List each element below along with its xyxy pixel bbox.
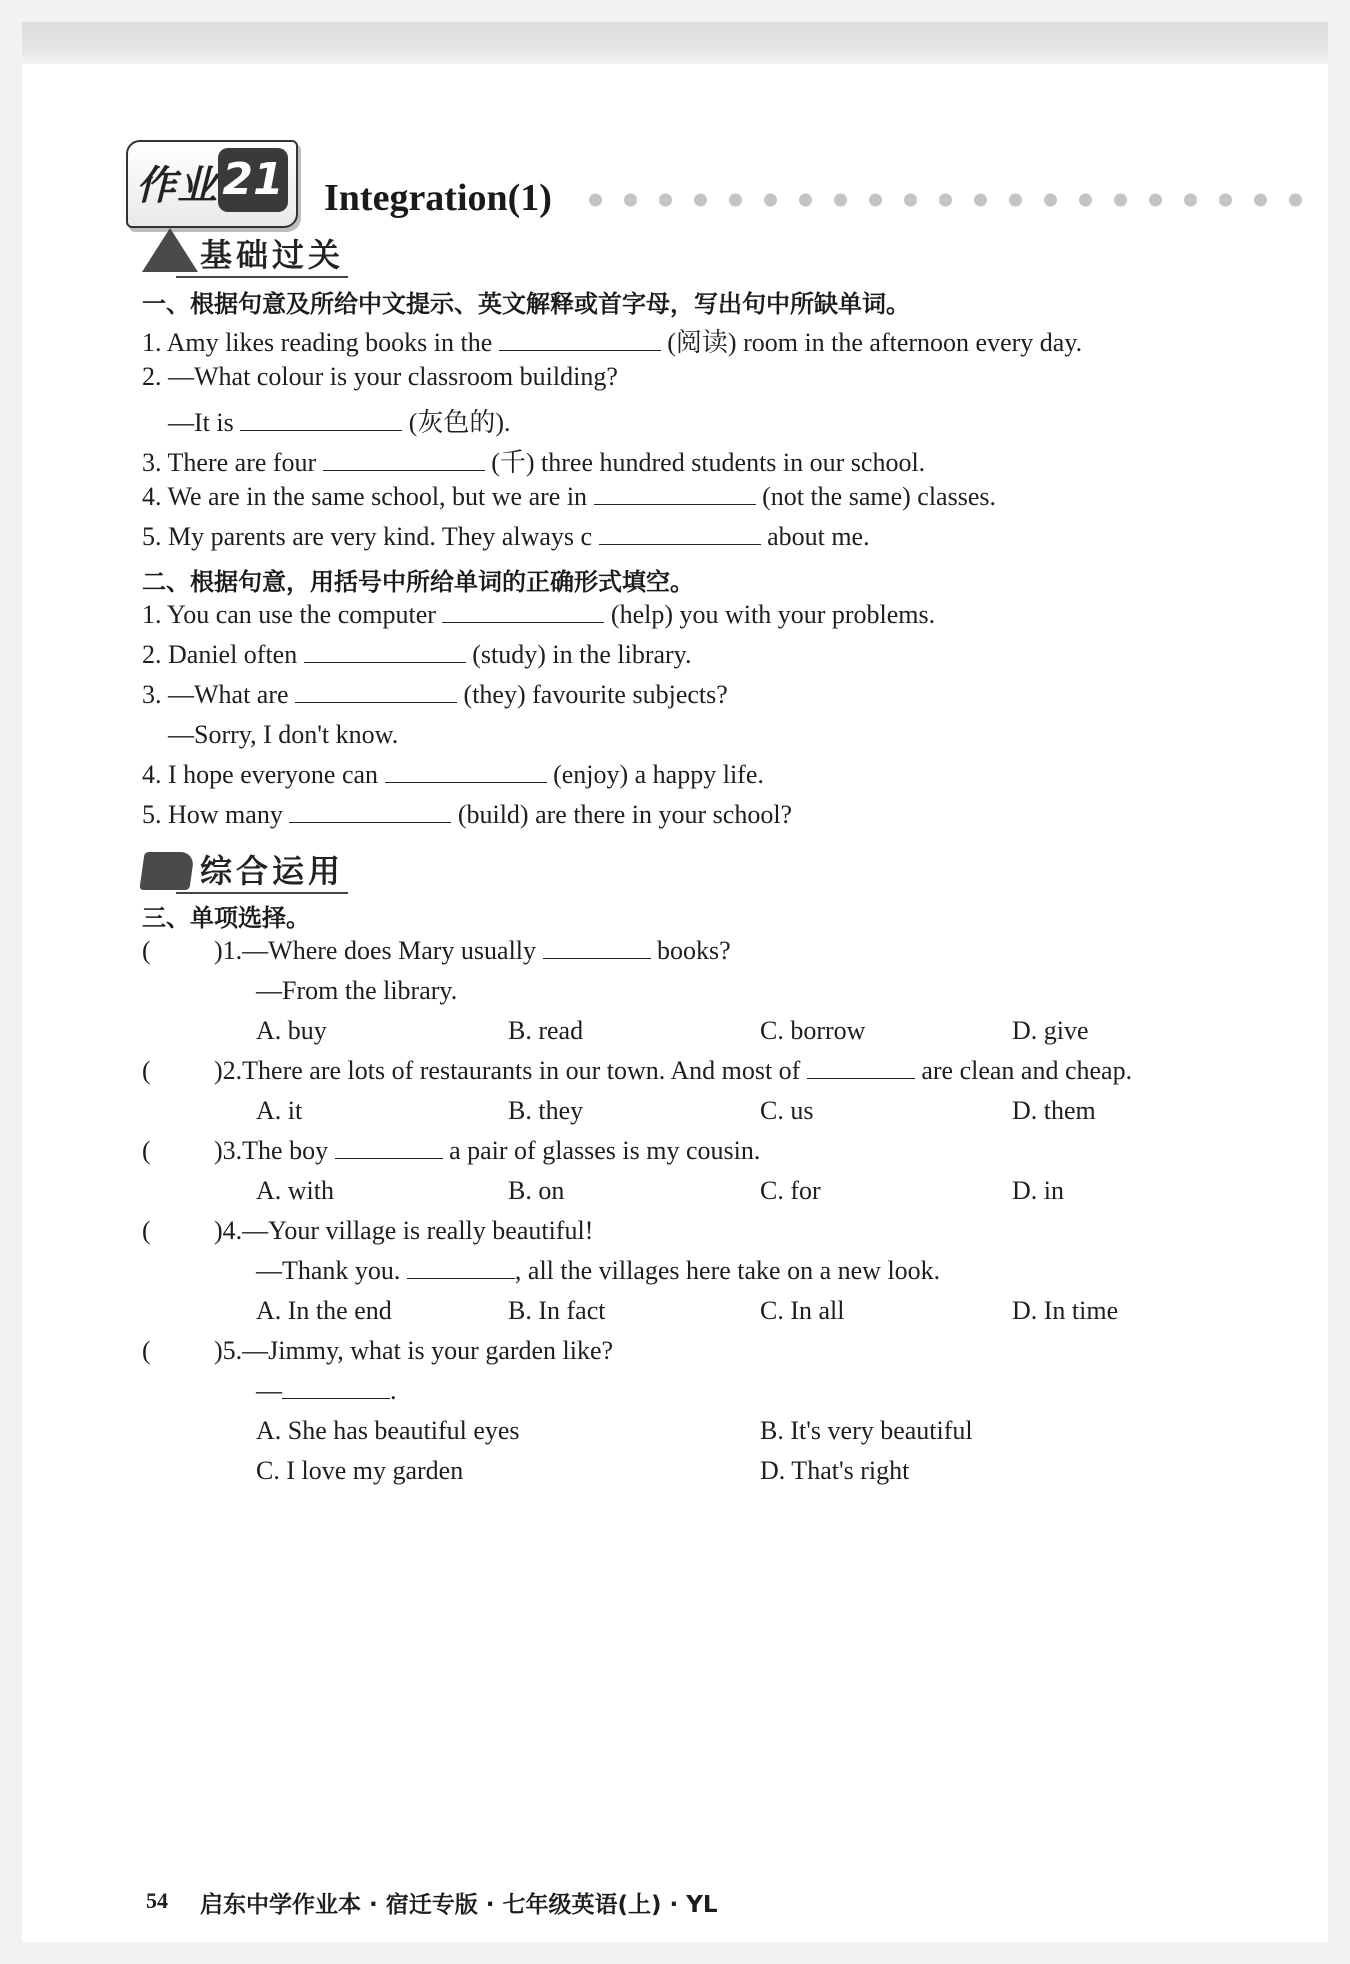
mc-q2-option-c[interactable]: C. us (760, 1096, 814, 1125)
mc-q4-option-c[interactable]: C. In all (760, 1296, 845, 1325)
answer-blank (407, 1256, 515, 1279)
mc-q4-option-a[interactable]: A. In the end (256, 1296, 392, 1325)
q-text: (build) are there in your school? (457, 800, 793, 829)
top-band (22, 22, 1328, 64)
mc-q1-option-c[interactable]: C. borrow (760, 1016, 866, 1045)
q-text: 5. My parents are very kind. They always c (142, 522, 593, 551)
q-text: (enjoy) a happy life. (553, 760, 764, 789)
q-text: (help) you with your problems. (610, 600, 936, 629)
q-text: , all the villages here take on a new look. (514, 1256, 941, 1285)
mc-q2-option-d[interactable]: D. them (1012, 1096, 1096, 1125)
answer-blank[interactable] (240, 408, 402, 431)
q-text: 1. You can use the computer (142, 600, 436, 629)
q-text: —Thank you. (256, 1256, 401, 1285)
homework-badge-number: 21 (218, 148, 288, 212)
answer-blank[interactable] (599, 522, 761, 545)
answer-blank[interactable] (289, 800, 451, 823)
q-number: )2. (214, 1056, 243, 1085)
answer-blank[interactable] (442, 600, 604, 623)
page-title: Integration(1) (324, 177, 552, 219)
mc-q2-option-b[interactable]: B. they (508, 1096, 584, 1125)
q-text: 2. Daniel often (142, 640, 298, 669)
q-text: . (390, 1376, 397, 1405)
q-text: —Where does Mary usually (242, 936, 537, 965)
dotted-divider (578, 192, 1318, 208)
answer-bracket[interactable]: ( (142, 1056, 151, 1085)
part3-instruction: 三、单项选择。 (142, 904, 310, 932)
answer-bracket[interactable]: ( (142, 1136, 151, 1165)
answer-blank (543, 936, 651, 959)
q-text: The boy (242, 1136, 329, 1165)
part1-q2a: 2. —What colour is your classroom building? (142, 362, 618, 391)
q-text: —Jimmy, what is your garden like? (242, 1336, 614, 1365)
mc-q3-option-d[interactable]: D. in (1012, 1176, 1064, 1205)
answer-blank[interactable] (499, 328, 661, 351)
part2-q1 (142, 600, 935, 630)
page-number: 54 (146, 1888, 168, 1913)
mc-q1-option-b[interactable]: B. read (508, 1016, 584, 1045)
mc-q4-option-d[interactable]: D. In time (1012, 1296, 1119, 1325)
homework-badge-text: 作业 (136, 163, 218, 209)
mc-q3-option-a[interactable]: A. with (256, 1176, 334, 1205)
q-text: about me. (767, 522, 870, 551)
q-number: )5. (214, 1336, 243, 1365)
q-text: books? (657, 936, 731, 965)
mc-q2 (214, 1056, 1132, 1086)
mc-q4-option-b[interactable]: B. In fact (508, 1296, 606, 1325)
mc-q1-line2: —From the library. (256, 976, 458, 1005)
part1-q4 (142, 482, 996, 512)
mc-q1-option-d[interactable]: D. give (1012, 1016, 1089, 1045)
q-text: (they) favourite subjects? (463, 680, 728, 709)
answer-blank[interactable] (304, 640, 466, 663)
mc-q5-line2 (256, 1376, 397, 1406)
section-basic-title: 基础过关 (200, 236, 345, 274)
q-text: (灰色的). (408, 408, 511, 437)
answer-blank[interactable] (594, 482, 756, 505)
mc-q5-option-a[interactable]: A. She has beautiful eyes (256, 1416, 520, 1445)
q-text: (阅读) room in the afternoon every day. (667, 328, 1083, 357)
footer-text: 启东中学作业本 · 宿迁专版 · 七年级英语(上) · YL (200, 1892, 718, 1918)
section-comprehensive-title: 综合运用 (200, 852, 345, 890)
mc-q1-option-a[interactable]: A. buy (256, 1016, 327, 1045)
section-underline (176, 892, 348, 894)
q-text: 4. I hope everyone can (142, 760, 379, 789)
mc-q5-option-c[interactable]: C. I love my garden (256, 1456, 464, 1485)
part1-q1 (142, 322, 1082, 359)
q-number: )4. (214, 1216, 243, 1245)
mc-q4-line2 (256, 1256, 940, 1286)
q-text: 3. —What are (142, 680, 289, 709)
q-text: a pair of glasses is my cousin. (449, 1136, 761, 1165)
q-text: There are lots of restaurants in our town. And most of (242, 1056, 801, 1085)
answer-blank (807, 1056, 915, 1079)
q-text: 1. Amy likes reading books in the (142, 328, 493, 357)
part1-q5 (142, 522, 870, 552)
answer-blank[interactable] (323, 448, 485, 471)
mc-q1 (214, 936, 731, 966)
q-text: (千) three hundred students in our school. (491, 448, 926, 477)
mc-q3 (214, 1136, 760, 1166)
mc-q3-option-c[interactable]: C. for (760, 1176, 821, 1205)
mc-q2-option-a[interactable]: A. it (256, 1096, 303, 1125)
section-comprehensive-header (142, 844, 352, 894)
answer-blank[interactable] (295, 680, 457, 703)
part2-q4 (142, 760, 764, 790)
answer-blank[interactable] (385, 760, 547, 783)
q-text: 4. We are in the same school, but we are in (142, 482, 588, 511)
part1-instruction: 一、根据句意及所给中文提示、英文解释或首字母，写出句中所缺单词。 (142, 290, 910, 318)
mc-q5-option-d[interactable]: D. That's right (760, 1456, 910, 1485)
part1-q3 (142, 442, 925, 479)
answer-blank (282, 1376, 390, 1399)
answer-bracket[interactable]: ( (142, 1216, 151, 1245)
part2-q5 (142, 800, 792, 830)
mc-q4 (214, 1216, 593, 1246)
q-text: (study) in the library. (472, 640, 692, 669)
part2-q3b: —Sorry, I don't know. (168, 720, 399, 749)
mc-q3-option-b[interactable]: B. on (508, 1176, 565, 1205)
triangle-icon (142, 228, 198, 272)
answer-blank (335, 1136, 443, 1159)
q-text: —Your village is really beautiful! (242, 1216, 594, 1245)
book-icon (139, 852, 194, 890)
q-text: —It is (168, 408, 234, 437)
answer-bracket[interactable]: ( (142, 1336, 151, 1365)
part1-q2b (168, 402, 511, 439)
section-basic-header (142, 228, 352, 278)
q-number: )1. (214, 936, 243, 965)
q-text: (not the same) classes. (762, 482, 996, 511)
q-number: )3. (214, 1136, 243, 1165)
section-underline (176, 276, 348, 278)
worksheet-page (22, 22, 1328, 1942)
answer-bracket[interactable]: ( (142, 936, 151, 965)
q-text: — (256, 1376, 282, 1405)
part2-q3a (142, 680, 728, 710)
part2-instruction: 二、根据句意，用括号中所给单词的正确形式填空。 (142, 568, 694, 596)
q-text: 3. There are four (142, 448, 317, 477)
mc-q5 (214, 1336, 613, 1366)
q-text: 5. How many (142, 800, 283, 829)
mc-q5-option-b[interactable]: B. It's very beautiful (760, 1416, 973, 1445)
q-text: are clean and cheap. (921, 1056, 1133, 1085)
part2-q2 (142, 640, 692, 670)
